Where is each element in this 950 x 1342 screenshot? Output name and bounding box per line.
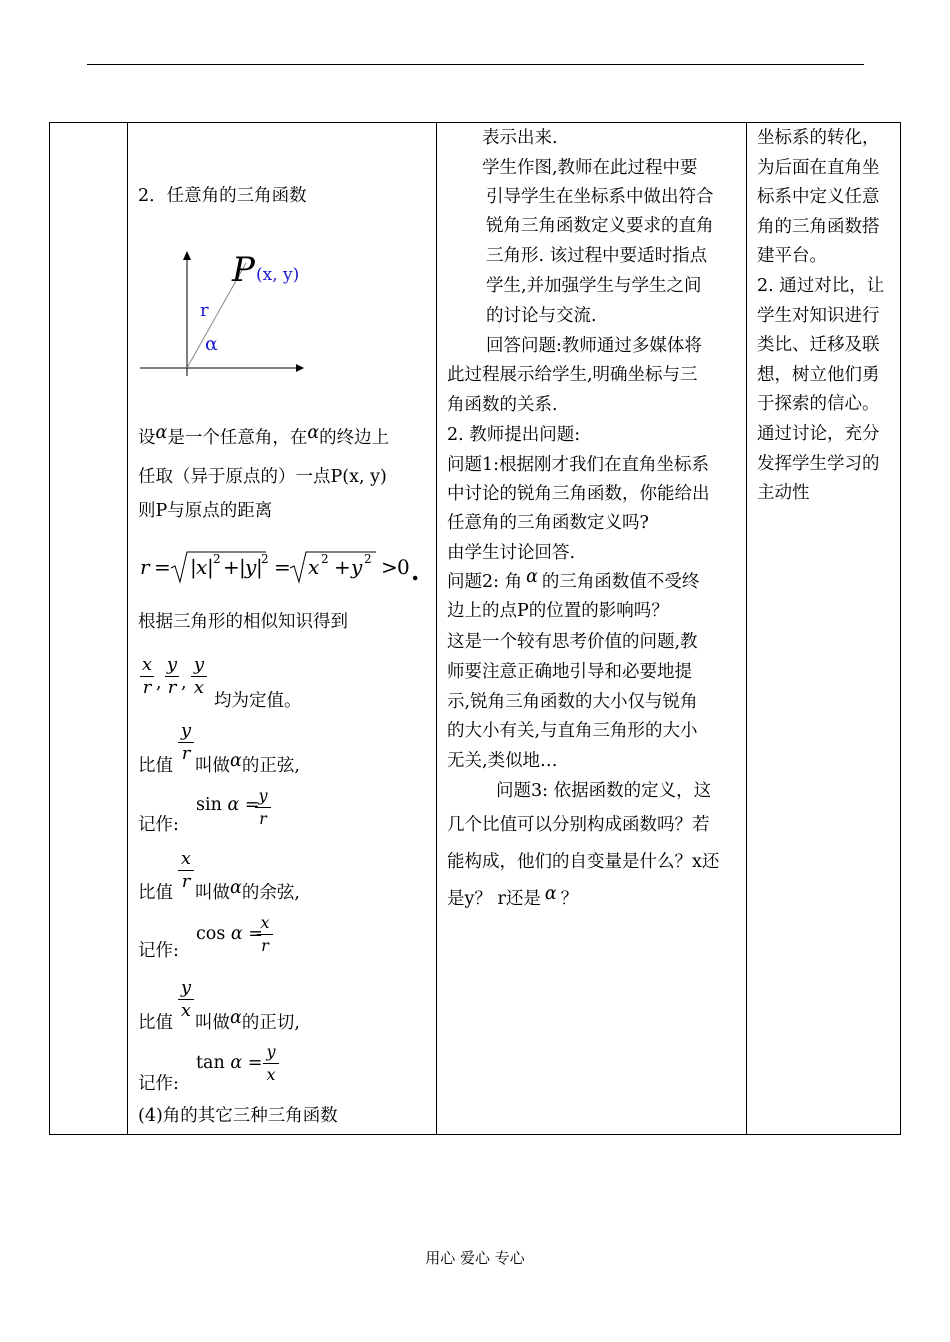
paragraph-line: 这是一个较有思考价值的问题,教 (447, 632, 698, 652)
svg-text:2: 2 (261, 552, 269, 566)
tangent-ratio: y x (263, 1042, 279, 1085)
paragraph-line: 学生对知识进行 (757, 305, 880, 326)
paragraph-line: 几个比值可以分别构成函数吗？若 (447, 815, 710, 835)
paragraph-line: 标系中定义任意 (757, 187, 880, 208)
paragraph-line: 表示出来. (482, 128, 558, 148)
paragraph-line: 根据三角形的相似知识得到 (138, 612, 348, 632)
ratio-y-over-r: y r (166, 654, 178, 698)
sine-notation: sin α = (196, 795, 260, 815)
ratio-y-over-x: y x (178, 978, 194, 1021)
paragraph-line: 主动性 (757, 483, 810, 504)
svg-text:r: r (140, 555, 150, 579)
header-rule (87, 64, 864, 65)
paragraph-line: 学生,并加强学生与学生之间 (486, 276, 702, 296)
paragraph-line: 坐标系的转化， (757, 128, 880, 148)
svg-text:y: y (351, 555, 363, 579)
sine-definition: 比值 叫做α的正弦, (138, 751, 300, 776)
paragraph-line: 2. 通过对比，让 (757, 276, 885, 296)
column-divider (746, 123, 747, 1134)
point-coords: (x, y) (256, 265, 300, 285)
paragraph-line: 回答问题:教师通过多媒体将 (486, 336, 702, 356)
paragraph-line: 是y？ r还是 α ？ (447, 884, 579, 909)
svg-text:|: | (190, 555, 197, 579)
svg-text:=: = (154, 555, 171, 579)
distance-formula-graphic (138, 548, 420, 588)
paragraph-line: 由学生讨论回答. (447, 543, 576, 563)
svg-text:2: 2 (213, 552, 221, 566)
paragraph-line: 边上的点P的位置的影响吗？ (447, 601, 669, 621)
svg-text:+: + (334, 555, 351, 579)
note-label: 记作: (138, 815, 179, 835)
note-label: 记作: (138, 941, 179, 961)
paragraph-line: 引导学生在坐标系中做出符合 (486, 187, 714, 207)
svg-text:2: 2 (321, 552, 329, 566)
tangent-definition: 比值 叫做α的正切, (138, 1008, 300, 1033)
paragraph-line: 为后面在直角坐 (757, 157, 880, 178)
radius-label: r (200, 300, 209, 321)
ratio-y-over-r: y r (178, 721, 194, 764)
paragraph-line: 三角形. 该过程中要适时指点 (486, 246, 708, 266)
svg-text:x: x (196, 555, 208, 579)
paragraph-line: 无关,类似地… (447, 751, 558, 771)
paragraph-line: 学生作图,教师在此过程中要 (482, 158, 698, 178)
page-footer: 用心 爱心 专心 (425, 1249, 525, 1267)
paragraph-line: 则P与原点的距离 (138, 501, 273, 521)
distance-formula (138, 548, 418, 600)
paragraph-line: 类比、迁移及联 (757, 335, 880, 356)
note-label: 记作: (138, 1074, 179, 1094)
paragraph-line: 问题2: 角 α 的三角函数值不受终 (447, 567, 700, 592)
svg-text:0: 0 (397, 555, 410, 579)
paragraph-line: 想，树立他们勇 (757, 364, 880, 385)
paragraph-line: 任意角的三角函数定义吗? (447, 513, 649, 533)
paragraph-line: 问题3: 依据函数的定义，这 (496, 781, 712, 801)
svg-text:.: . (411, 557, 420, 586)
section-heading: 2．任意角的三角函数 (138, 186, 307, 206)
paragraph-line: 发挥学生学习的 (757, 453, 880, 474)
paragraph-line: 中讨论的锐角三角函数，你能给出 (447, 484, 710, 504)
ratio-x-over-r: x r (141, 654, 153, 698)
paragraph-line: 均为定值。 (214, 691, 302, 711)
ratio-y-over-x: y x (191, 655, 207, 698)
paragraph-line: 此过程展示给学生,明确坐标与三 (447, 365, 698, 385)
paragraph-line: 2. 教师提出问题: (447, 425, 581, 445)
svg-text:y: y (245, 555, 257, 579)
paragraph-line: 角函数的关系. (447, 395, 558, 415)
paragraph-line: 任取（异于原点的）一点P(x, y) (138, 467, 387, 487)
tangent-notation: tan α = (196, 1053, 263, 1073)
paragraph-line: 问题1:根据刚才我们在直角坐标系 (447, 455, 710, 475)
svg-text:|: | (239, 555, 246, 579)
paragraph-line: 的讨论与交流. (486, 306, 597, 326)
svg-text:>: > (381, 555, 398, 579)
point-label: P (232, 250, 255, 290)
paragraph-line: 师要注意正确地引导和必要地提 (447, 662, 692, 682)
paragraph-line: 的大小有关,与直角三角形的大小 (447, 721, 698, 741)
paragraph-line: (4)角的其它三种三角函数 (138, 1106, 338, 1126)
svg-text:+: + (223, 555, 240, 579)
cosine-definition: 比值 叫做α的余弦, (138, 878, 300, 903)
column-divider (127, 123, 128, 1134)
cosine-notation: cos α = (196, 924, 263, 944)
column-divider (436, 123, 437, 1134)
angle-label: α (205, 333, 218, 355)
paragraph-line: 通过讨论，充分 (757, 424, 880, 444)
sine-ratio: y r (255, 786, 271, 829)
paragraph-line: 建平台。 (757, 246, 827, 267)
paragraph-line: 能构成，他们的自变量是什么？x还 (447, 852, 720, 872)
paragraph-line: 于探索的信心。 (757, 394, 880, 415)
svg-text:=: = (274, 555, 291, 579)
paragraph-line: 示,锐角三角函数的大小仅与锐角 (447, 692, 698, 712)
paragraph-line: 角的三角函数搭 (757, 216, 880, 237)
paragraph-line: 设α是一个任意角，在α的终边上 (138, 423, 390, 448)
ratio-x-over-r: x r (178, 849, 194, 892)
comma: , (156, 673, 162, 693)
comma: , (181, 673, 187, 693)
svg-text:|: | (207, 555, 214, 579)
svg-text:2: 2 (364, 552, 372, 566)
paragraph-line: 锐角三角函数定义要求的直角 (486, 216, 714, 236)
svg-text:|: | (256, 555, 263, 579)
svg-text:x: x (308, 555, 320, 579)
cosine-ratio: x r (257, 913, 273, 956)
